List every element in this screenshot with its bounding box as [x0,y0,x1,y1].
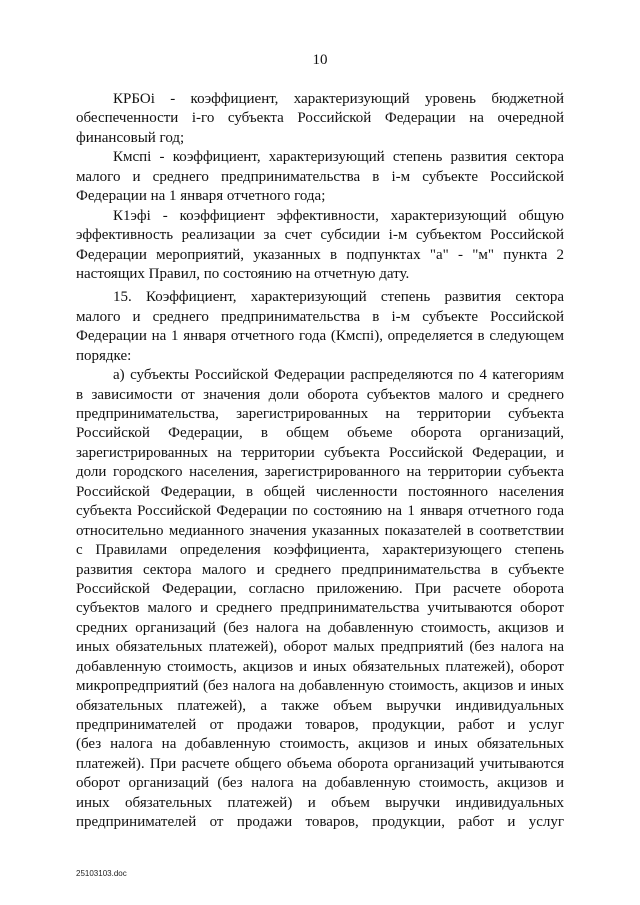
paragraph-line: предпринимателей от продажи товаров, продукции, работ и услуг [76,717,564,733]
paragraph-line: оборот организаций (без налога на добавленную стоимость, акцизов и [76,775,564,792]
paragraph-line: предпринимательства, зарегистрированных на территории субъекта [76,406,564,422]
paragraph-line: добавленную стоимость, акцизов и иных обязательных платежей), оборот [76,658,564,675]
paragraph-line: обеспеченности i-го субъекта Российской Федерации на очередной [76,110,564,127]
paragraph-line: субъектов малого и среднего предпринимательства учитываются оборот [76,600,564,617]
paragraph-line: эффективность реализации за счет субсидии i-м субъектом Российской [76,227,564,244]
paragraph-line: субъекта Российской Федерации по состоянию на 1 января отчетного года [76,503,564,520]
paragraph-line: (без налога на добавленную стоимость, акцизов и иных обязательных [76,736,564,753]
paragraph-line: обязательных платежей), а также объем выручки индивидуальных [76,697,564,714]
paragraph-line: Российской Федерации, согласно приложению. При расчете оборота [76,580,564,597]
paragraph-line: 15. Коэффициент, характеризующий степень развития сектора [113,289,564,306]
paragraph-line: Кмспi - коэффициент, характеризующий степень развития сектора [113,149,564,166]
paragraph-line: Российской Федерации, в общей численности постоянного населения [76,483,564,500]
paragraph-line: К1эфi - коэффициент эффективности, характеризующий общую [113,207,564,224]
paragraph-line: КРБОi - коэффициент, характеризующий уровень бюджетной [113,91,564,107]
paragraph-line: относительно медианного значения указанных показателей в соответствии [76,522,564,539]
paragraph-line: Российской Федерации, в общем объеме оборота организаций, [76,425,564,442]
paragraph-line: Федерации на 1 января отчетного года; [76,188,326,205]
paragraph-line: иных обязательных платежей), оборот малых предприятий (без налога на [76,639,564,656]
paragraph-line: Федерации на 1 января отчетного года (Кмспi), определяется в следующем [76,328,564,345]
document-body [76,90,564,833]
page-number: 10 [312,52,328,68]
paragraph-line: малого и среднего предпринимательства в i-м субъекте Российской [76,168,564,185]
paragraph-line: настоящих Правил, по состоянию на отчетную дату. [76,265,410,282]
paragraph-line: с Правилами определения коэффициента, характеризующего степень [76,542,564,559]
paragraph-line: Федерации мероприятий, указанных в подпунктах "а" - "м" пункта 2 [76,246,564,263]
paragraph-line: зарегистрированных на территории субъекта Российской Федерации, и [76,444,564,461]
paragraph-line: иных обязательных платежей) и объем выручки индивидуальных [76,794,564,811]
paragraph-line: платежей). При расчете общего объема оборота организаций учитываются [76,755,564,772]
paragraph-line: развития сектора малого и среднего предпринимательства в субъекте [76,561,564,578]
paragraph-line: предпринимателей от продажи товаров, продукции, работ и услуг [76,814,564,831]
paragraph-line: финансовый год; [76,129,185,146]
paragraph-line: малого и среднего предпринимательства в i-м субъекте Российской [76,308,564,325]
paragraph-line: доли городского населения, зарегистрированного на территории субъекта [76,464,564,481]
paragraph-line: порядке: [76,347,132,364]
paragraph-line: в зависимости от значения доли оборота субъектов малого и среднего [76,386,564,403]
footer-filename: 25103103.doc [76,869,127,878]
paragraph-line: микропредприятий (без налога на добавленную стоимость, акцизов и иных [76,678,564,695]
paragraph-line: а) субъекты Российской Федерации распределяются по 4 категориям [113,367,564,384]
paragraph-line: средних организаций (без налога на добавленную стоимость, акцизов и [76,619,564,636]
